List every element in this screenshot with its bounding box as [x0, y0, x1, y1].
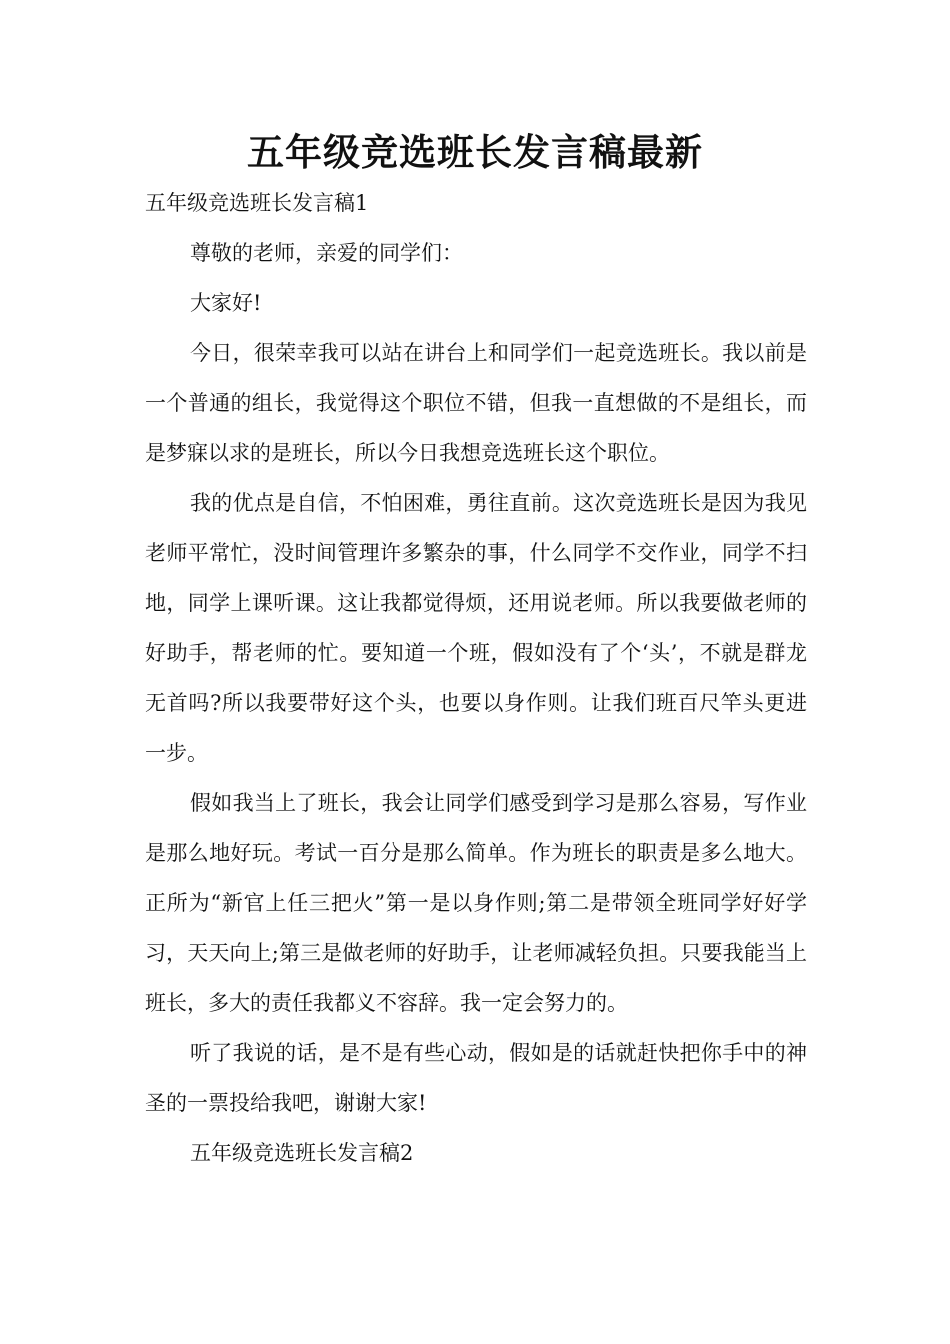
section-heading-2: 五年级竞选班长发言稿2 — [190, 1141, 414, 1165]
document-title: 五年级竞选班长发言稿最新 — [247, 130, 703, 174]
paragraph-strengths: 我的优点是自信，不怕困难，勇往直前。这次竞选班长是因为我见老师平常忙，没时间管理许多繁杂的事，什么同学不交作业，同学不扫地，同学上课听课。这让我都觉得烦，还用说老师。所以我要做老师的好助手，帮老师的忙。要知道一个班，假如没有了个‘头’，不就是群龙无首吗?所以我要带好这个头，也要以身作则。让我们班百尺竿头更进一步。 — [145, 491, 807, 765]
paragraph-intro: 今日，很荣幸我可以站在讲台上和同学们一起竞选班长。我以前是一个普通的组长，我觉得这个职位不错，但我一直想做的不是组长，而是梦寐以求的是班长，所以今日我想竞选班长这个职位。 — [145, 341, 807, 465]
section-heading-1: 五年级竞选班长发言稿1 — [145, 191, 369, 215]
document-body — [145, 178, 807, 1178]
paragraph-plans: 假如我当上了班长，我会让同学们感受到学习是那么容易，写作业是那么地好玩。考试一百分是那么简单。作为班长的职责是多么地大。正所为“新官上任三把火”第一是以身作则;第二是带领全班同学好好学习，天天向上;第三是做老师的好助手，让老师减轻负担。只要我能当上班长，多大的责任我都义不容辞。我一定会努力的。 — [145, 791, 807, 1015]
paragraph-closing: 听了我说的话，是不是有些心动，假如是的话就赶快把你手中的神圣的一票投给我吧，谢谢大家! — [145, 1041, 807, 1115]
paragraph-hello: 大家好! — [190, 291, 262, 315]
paragraph-greeting: 尊敬的老师，亲爱的同学们： — [190, 241, 463, 265]
